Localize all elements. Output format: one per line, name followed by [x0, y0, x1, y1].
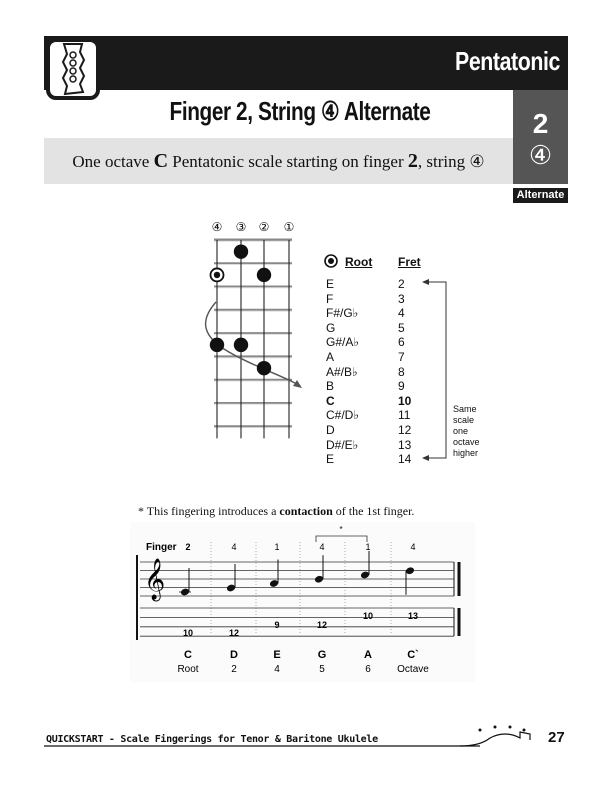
- finger-number: 1: [274, 542, 280, 552]
- tab-number: 13: [407, 611, 419, 621]
- finger-dot: [234, 244, 248, 258]
- scale-note-name: C`: [407, 649, 419, 661]
- finger-number: 4: [410, 542, 416, 552]
- subtitle-finger: 2: [407, 150, 418, 172]
- scale-degree: Root: [177, 664, 199, 675]
- finger-number: 4: [319, 542, 325, 552]
- subtitle-mid: Pentatonic scale starting on finger: [168, 152, 408, 171]
- scale-degree: 6: [365, 664, 371, 675]
- tab-number: 10: [362, 611, 374, 621]
- scale-note-name: E: [273, 649, 281, 661]
- fret-number: 2: [398, 277, 405, 291]
- root-symbol-icon: [324, 254, 340, 270]
- footnote: [138, 504, 414, 519]
- note-name: F: [326, 291, 334, 306]
- side-tab: [513, 90, 568, 184]
- finger-dot: [257, 268, 271, 282]
- root-column-header: Root: [345, 255, 373, 269]
- string-label: ③: [235, 220, 247, 234]
- fret-number: 11: [398, 408, 411, 423]
- footnote-pre: * This fingering introduces a: [138, 504, 280, 518]
- finger-dot: [234, 338, 248, 352]
- subtitle-post: , string ④: [417, 152, 485, 171]
- string-label: ④: [211, 220, 223, 234]
- note-name: E: [326, 277, 335, 291]
- footer-decoration: [40, 722, 540, 752]
- fret-number: 5: [398, 320, 405, 335]
- side-tab-label: Alternate: [513, 188, 568, 203]
- octave-note-line: scale: [453, 415, 475, 425]
- scale-degree: Octave: [397, 664, 429, 675]
- fret-number: 13: [398, 437, 412, 452]
- string-label: ①: [283, 220, 295, 234]
- octave-bracket: [418, 276, 452, 466]
- octave-note-line: one: [453, 426, 469, 436]
- octave-note-line: Same: [453, 404, 477, 414]
- octave-note-line: higher: [453, 448, 479, 458]
- string-label: ②: [258, 220, 270, 234]
- page-number: 27: [548, 729, 565, 746]
- string-labels: [212, 220, 295, 234]
- note-name: D#/E♭: [326, 437, 359, 452]
- subtitle-key: C: [153, 150, 169, 172]
- fret-column-header: Fret: [398, 255, 421, 269]
- octave-note: [453, 404, 493, 459]
- page-title: Finger 2, String ④ Alternate: [169, 96, 431, 126]
- note-name: B: [326, 379, 335, 394]
- note-name: A: [326, 350, 335, 364]
- strings: [217, 240, 289, 438]
- note-name: E: [326, 452, 335, 467]
- note-name: F#/G♭: [326, 306, 359, 321]
- scale-note-name: A: [364, 649, 372, 661]
- subtitle-pre: One octave: [72, 152, 154, 171]
- finger-number: 1: [365, 542, 371, 552]
- treble-clef-icon: 𝄞: [144, 558, 166, 599]
- fret-lines: [214, 240, 292, 428]
- scale-note-name: G: [317, 649, 327, 661]
- octave-note-line: octave: [453, 437, 480, 447]
- scale-note-name: C: [184, 649, 192, 661]
- note-name: G#/A♭: [326, 335, 360, 350]
- note-name: C: [326, 393, 335, 408]
- note-name: D: [326, 423, 335, 437]
- fret-number: 7: [398, 350, 405, 364]
- notation-staff: [130, 522, 475, 682]
- root-marker-center: [214, 272, 220, 278]
- finger-dot: [210, 338, 224, 352]
- fret-number: 4: [398, 306, 405, 321]
- scale-degree: 2: [231, 664, 237, 675]
- scale-note-name: D: [230, 649, 238, 661]
- fret-number: 14: [398, 452, 412, 467]
- finger-label: Finger: [146, 542, 177, 553]
- side-tab-string: ④: [528, 140, 553, 170]
- finger-number: 4: [231, 542, 237, 552]
- side-tab-finger: 2: [532, 108, 549, 139]
- subtitle: [44, 150, 513, 173]
- logo: [46, 38, 100, 100]
- note-name: G: [326, 320, 336, 335]
- scale-degree: 4: [274, 664, 280, 675]
- footer-text: QUICKSTART - Scale Fingerings for Tenor & Baritone Ukulele: [46, 734, 378, 745]
- scale-degree: 5: [319, 664, 325, 675]
- ukulele-headstock-icon: [50, 42, 96, 96]
- note-name: C#/D♭: [326, 408, 359, 423]
- tab-number: 10: [182, 628, 194, 638]
- footnote-post: of the 1st finger.: [332, 504, 415, 518]
- note-name: A#/B♭: [326, 364, 358, 379]
- tab-number: 12: [228, 628, 240, 638]
- shift-arrow-head: [293, 380, 302, 388]
- finger-dot: [257, 361, 271, 375]
- fret-number: 6: [398, 335, 405, 350]
- fret-number: 3: [398, 291, 405, 306]
- tab-number: 12: [316, 620, 328, 630]
- fretboard-diagram: [196, 214, 308, 464]
- section-title: Pentatonic: [455, 46, 560, 76]
- footnote-bold: contaction: [279, 504, 333, 518]
- fret-number: 9: [398, 379, 405, 394]
- fret-number: 8: [398, 364, 405, 379]
- fret-number: 12: [398, 423, 412, 437]
- finger-number: 2: [185, 542, 191, 552]
- fret-number: 10: [398, 393, 412, 408]
- tab-number: 9: [274, 620, 280, 630]
- contraction-asterisk: *: [339, 525, 343, 534]
